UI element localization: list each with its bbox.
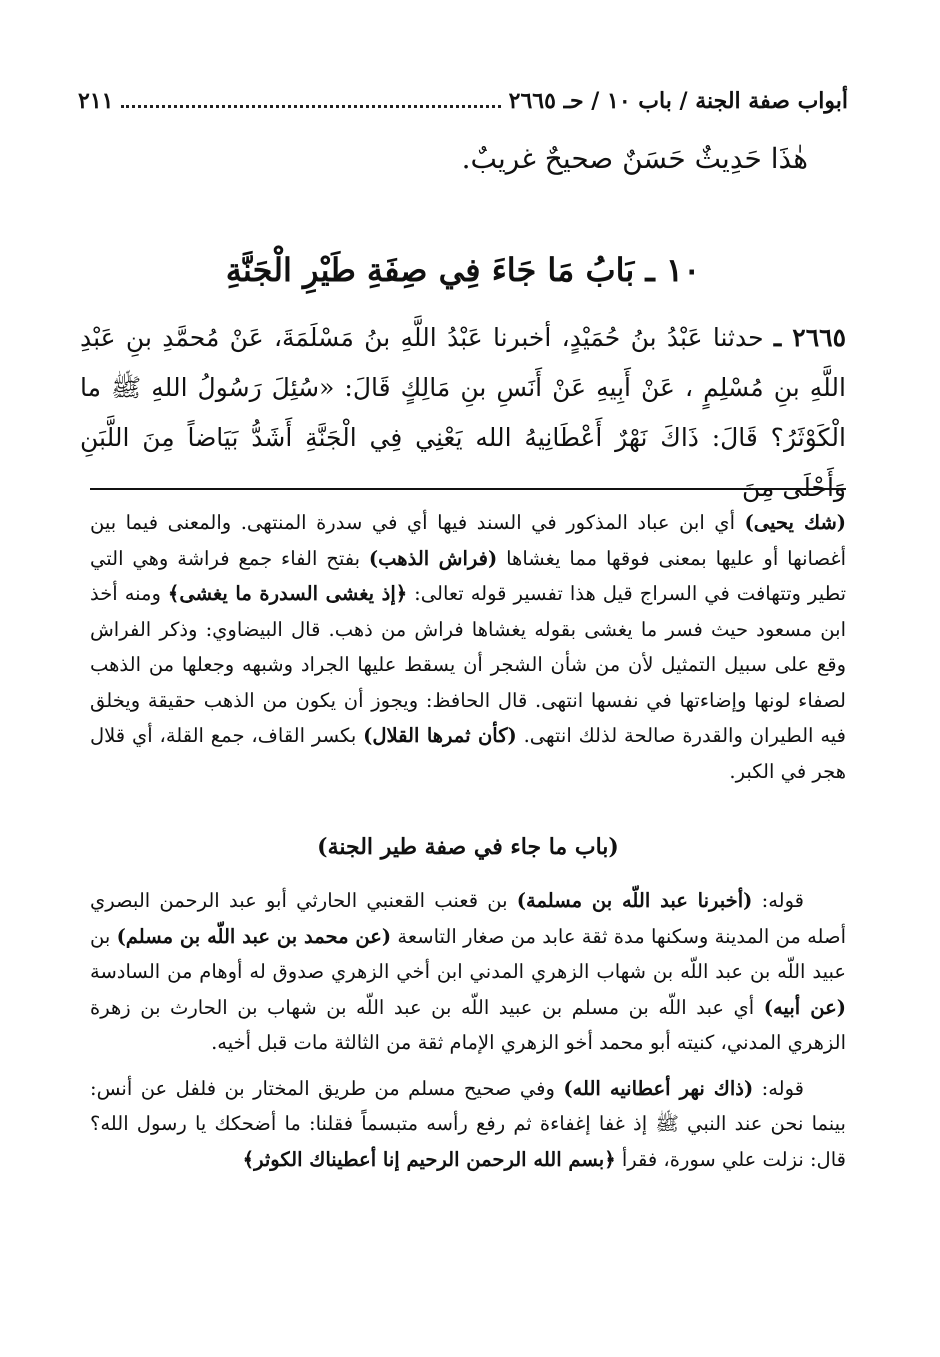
bold-phrase: ﴿بسم الله الرحمن الرحيم إنا أعطيناك الكوثر﴾ bbox=[242, 1147, 616, 1171]
bold-phrase: (ذاك نهر أعطانيه الله) bbox=[563, 1076, 754, 1100]
hadith-number: ٢٦٦٥ ـ bbox=[773, 323, 847, 352]
dotted-leader bbox=[121, 105, 500, 108]
bold-phrase: (كأن ثمرها القلال) bbox=[363, 724, 517, 747]
running-title: أبواب صفة الجنة / باب ١٠ / حـ ٢٦٦٥ bbox=[508, 88, 848, 114]
chapter-title: ١٠ ـ بَابُ مَا جَاءَ فِي صِفَةِ طَيْرِ الْجَنَّةِ bbox=[225, 251, 701, 289]
commentary-paragraph bbox=[90, 505, 846, 789]
commentary-text: بكسر القاف، جمع القلة، أي قلال هجر في الكبر. bbox=[90, 724, 846, 783]
commentary-paragraph bbox=[90, 1071, 846, 1178]
commentary-paragraph bbox=[90, 883, 846, 1061]
bold-phrase: (أخبرنا عبد اللّه بن مسلمة) bbox=[516, 889, 753, 912]
hadith-text: حدثنا عَبْدُ بنُ حُمَيْدٍ، أخبرنا عَبْدُ اللَّهِ بنُ مَسْلَمَةَ، عَنْ مُحمَّدِ بنِ عَبْدِ اللَّهِ بنِ مُسْلِمٍ ، عَنْ أَبِيهِ عَنْ أَنَسِ بنِ مَالِكٍ قَالَ: «سُئِلَ رَسُولُ اللهِ ﷺ ما الْكَوْثَرُ؟ قَالَ: ذَاكَ نَهْرٌ أَعْطَانِيهُ الله يَعْنِي فِي الْجَنَّةِ أَشَدُّ بَيَاضاً مِنَ اللَّبَنِ وَأَحْلَى مِنَ bbox=[80, 323, 846, 502]
bold-phrase: (فراش الذهب) bbox=[368, 546, 498, 570]
commentary-text: ومنه أخذ ابن مسعود حيث فسر ما يغشى بقوله يغشاها فراش من ذهب. قال البيضاوي: وذكر الفراش وقع على سبيل التمثيل لأن من شأن الشجر أن يسقط عليها الجراد وشبهه وجعلها من الذهب لصفاء لونها وإضاءتها في نفسها انتهى. قال الحافظ: ويجوز أن يكون من الذهب حقيقة ويخلق فيه الطيران والقدرة صالحة لذلك انتهى. bbox=[90, 582, 846, 747]
page-number: ٢١١ bbox=[78, 88, 114, 114]
main-text bbox=[80, 135, 846, 513]
commentary-text: بن عبيد اللّه بن عبد اللّه بن شهاب الزهري المدني ابن أخي الزهري صدوق له أوهام من السادسة bbox=[90, 924, 846, 983]
commentary-text: قوله: bbox=[752, 889, 804, 912]
commentary-text: قوله: bbox=[753, 1076, 804, 1100]
bold-phrase: (عن محمد بن عبد اللّه بن مسلم) bbox=[116, 924, 392, 948]
commentary-section bbox=[90, 505, 846, 1177]
page-header bbox=[78, 80, 848, 114]
section-heading: (باب ما جاء في صفة طير الجنة) bbox=[317, 834, 619, 860]
paragraph-gap bbox=[90, 1061, 846, 1071]
bold-phrase: ﴿إذ يغشى السدرة ما يغشى﴾ bbox=[167, 582, 408, 605]
hadith-paragraph bbox=[80, 313, 846, 513]
footnote-divider bbox=[90, 488, 846, 490]
bold-phrase: (شك يحيى) bbox=[744, 511, 847, 534]
commentary-text: بفتح الفاء جمع فراشة وهي التي تطير وتتهافت في السراج قيل هذا تفسير قوله تعالى: bbox=[90, 546, 846, 605]
bold-phrase: (عن أبيه) bbox=[763, 995, 846, 1019]
commentary-text: وفي صحيح مسلم من طريق المختار بن فلفل عن أنس: بينما نحن عند النبي ﷺ إذ غفا إغفاءة ثم رفع رأسه متبسماً فقلنا: ما أضحكك يا رسول الله؟ قال: نزلت علي سورة، فقرأ bbox=[90, 1076, 846, 1171]
commentary-text: بن قعنب القعنبي الحارثي أبو عبد الرحمن البصري أصله من المدينة وسكنها مدة ثقة عابد من صغار التاسعة bbox=[90, 889, 846, 948]
hadith-verdict: هٰذَا حَدِيثٌ حَسَنٌ صحيحٌ غريبٌ. bbox=[461, 142, 808, 175]
commentary-text: أي عبد اللّه بن مسلم بن عبيد اللّه بن عبد اللّه بن شهاب بن الحارث بن زهرة الزهري المدني، كنيته أبو محمد أخو الزهري الإمام ثقة من الثالثة مات قبل أخيه. bbox=[90, 995, 846, 1054]
commentary-text: أي ابن عباد المذكور في السند فيها أي في سدرة المنتهى. والمعنى فيما بين أغصانها أو عليها بمعنى فوقها مما يغشاها bbox=[90, 511, 846, 570]
